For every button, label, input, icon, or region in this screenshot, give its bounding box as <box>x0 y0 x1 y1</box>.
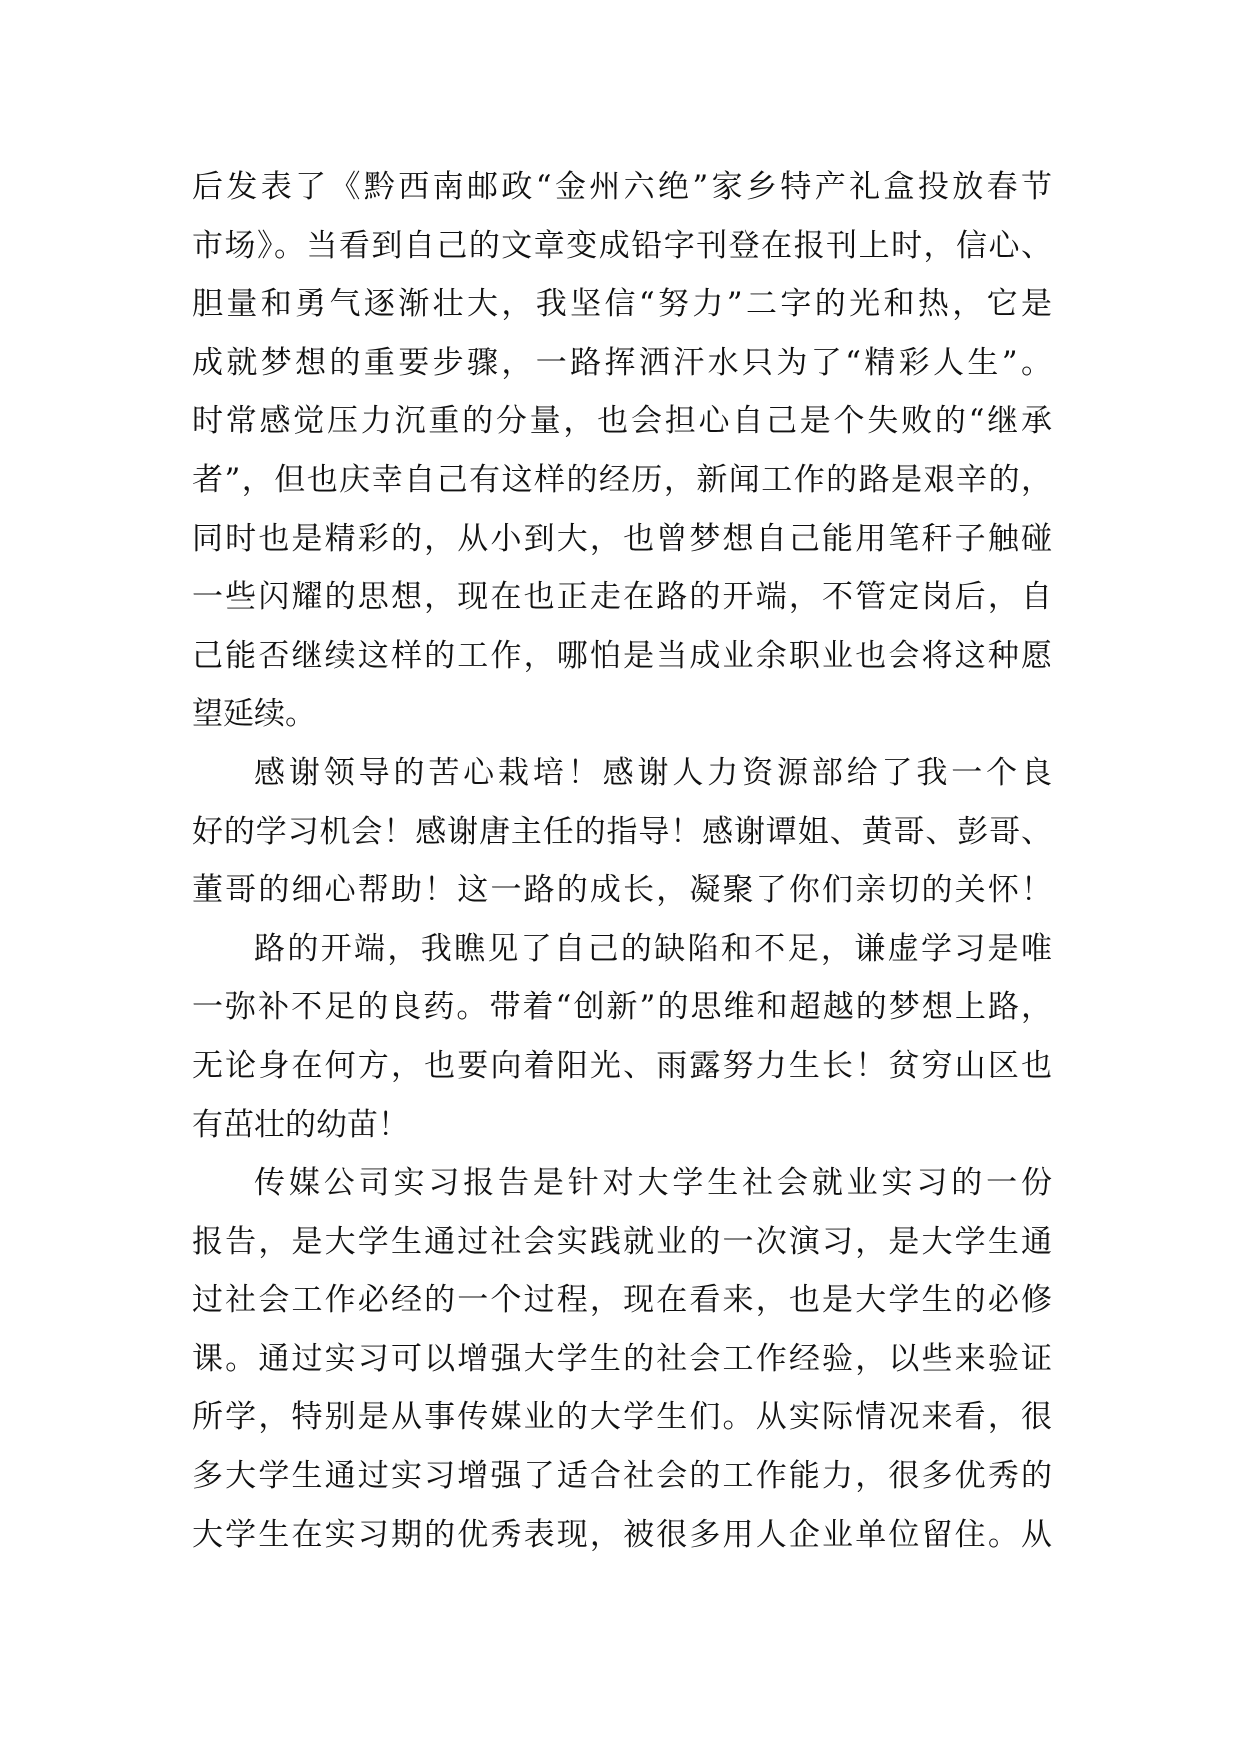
text-line: 市场》。当看到自己的文章变成铅字刊登在报刊上时，信心、 <box>192 227 1052 264</box>
text-line: 后发表了《黔西南邮政“金州六绝”家乡特产礼盒投放春节 <box>192 169 1052 205</box>
text-line: 望延续。 <box>192 696 316 733</box>
text-line: 多大学生通过实习增强了适合社会的工作能力，很多优秀的 <box>192 1458 1052 1495</box>
text-line: 路的开端，我瞧见了自己的缺陷和不足，谦虚学习是唯 <box>254 930 1052 967</box>
text-line: 同时也是精彩的，从小到大，也曾梦想自己能用笔秆子触碰 <box>192 520 1052 557</box>
text-line: 大学生在实习期的优秀表现，被很多用人企业单位留住。从 <box>192 1516 1052 1553</box>
text-line: 有茁壮的幼苗！ <box>192 1106 409 1143</box>
body-text <box>192 158 1052 1564</box>
text-line: 无论身在何方，也要向着阳光、雨露努力生长！贫穷山区也 <box>192 1047 1052 1084</box>
text-line: 报告，是大学生通过社会实践就业的一次演习，是大学生通 <box>192 1223 1052 1260</box>
text-line: 己能否继续这样的工作，哪怕是当成业余职业也会将这种愿 <box>192 637 1052 674</box>
text-line: 胆量和勇气逐渐壮大，我坚信“努力”二字的光和热，它是 <box>192 286 1052 323</box>
text-line: 传媒公司实习报告是针对大学生社会就业实习的一份 <box>254 1165 1052 1202</box>
text-line: 课。通过实习可以增强大学生的社会工作经验，以些来验证 <box>192 1340 1052 1377</box>
text-line: 好的学习机会！感谢唐主任的指导！感谢谭姐、黄哥、彭哥、 <box>192 813 1052 850</box>
text-line: 所学，特别是从事传媒业的大学生们。从实际情况来看，很 <box>192 1399 1052 1436</box>
text-line: 一弥补不足的良药。带着“创新”的思维和超越的梦想上路， <box>192 989 1052 1026</box>
text-line: 成就梦想的重要步骤，一路挥洒汗水只为了“精彩人生”。 <box>192 344 1052 381</box>
text-line: 感谢领导的苦心栽培！感谢人力资源部给了我一个良 <box>254 754 1052 791</box>
text-line: 时常感觉压力沉重的分量，也会担心自己是个失败的“继承 <box>192 403 1052 440</box>
text-line: 董哥的细心帮助！这一路的成长，凝聚了你们亲切的关怀！ <box>192 872 1052 909</box>
text-line: 者”，但也庆幸自己有这样的经历，新闻工作的路是艰辛的， <box>192 461 1052 498</box>
text-line: 一些闪耀的思想，现在也正走在路的开端，不管定岗后，自 <box>192 579 1052 616</box>
text-line: 过社会工作必经的一个过程，现在看来，也是大学生的必修 <box>192 1282 1052 1319</box>
